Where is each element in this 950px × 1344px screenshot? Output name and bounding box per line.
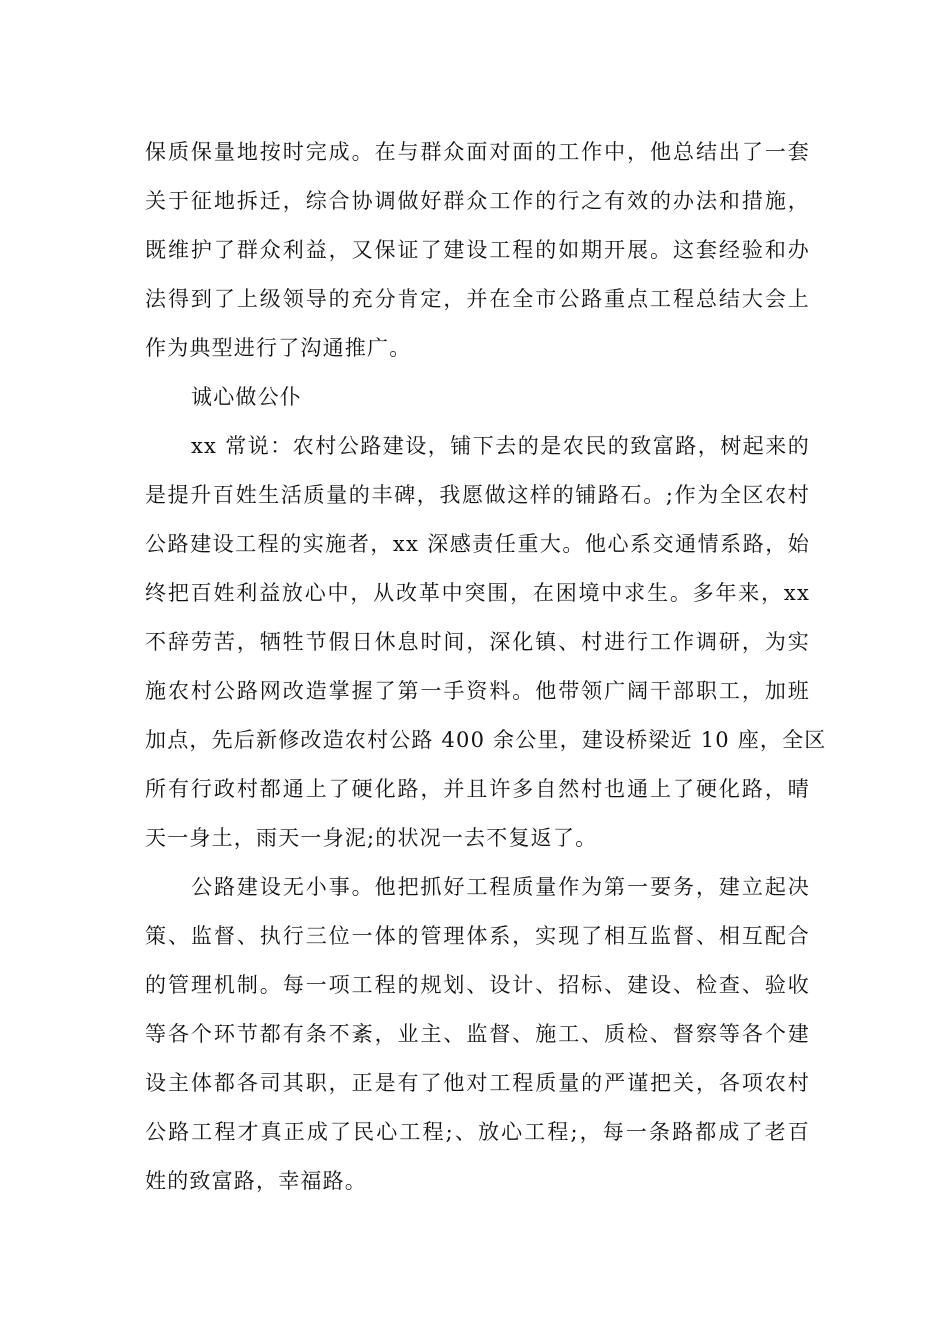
paragraph-1 (145, 128, 810, 373)
text-line: 施农村公路网改造掌握了第一手资料。他带领广阔干部职工，加班 (145, 679, 810, 703)
heading-text: 诚心做公仆 (191, 385, 302, 409)
text-line: 策、监督、执行三位一体的管理体系，实现了相互监督、相互配合 (145, 924, 810, 948)
text-line: 关于征地拆迁，综合协调做好群众工作的行之有效的办法和措施， (145, 189, 810, 213)
text-line: 是提升百姓生活质量的丰碑，我愿做这样的铺路石。;作为全区农村 (145, 483, 810, 507)
text-line: 保质保量地按时完成。在与群众面对面的工作中，他总结出了一套 (145, 140, 810, 164)
text-line: 终把百姓利益放心中，从改革中突围，在困境中求生。多年来，xx (145, 581, 810, 605)
text-line: 加点，先后新修改造农村公路 400 余公里，建设桥梁近 10 座，全区 (145, 728, 827, 752)
paragraph-3 (145, 422, 827, 863)
text-line: 所有行政村都通上了硬化路，并且许多自然村也通上了硬化路，晴 (145, 777, 810, 801)
paragraph-4 (145, 863, 810, 1206)
text-line: 姓的致富路，幸福路。 (145, 1169, 367, 1193)
text-line: 公路工程才真正成了民心工程;、放心工程;，每一条路都成了老百 (145, 1120, 810, 1144)
text-line: xx 常说：农村公路建设，铺下去的是农民的致富路，树起来的 (191, 434, 810, 458)
text-line: 天一身土，雨天一身泥;的状况一去不复返了。 (145, 826, 598, 850)
text-line: 法得到了上级领导的充分肯定，并在全市公路重点工程总结大会上 (145, 287, 810, 311)
text-line: 作为典型进行了沟通推广。 (145, 336, 412, 360)
section-heading (145, 373, 810, 422)
text-line: 公路建设工程的实施者，xx 深感责任重大。他心系交通情系路，始 (145, 532, 810, 556)
text-line: 既维护了群众利益，又保证了建设工程的如期开展。这套经验和办 (145, 238, 810, 262)
text-line: 等各个环节都有条不紊，业主、监督、施工、质检、督察等各个建 (145, 1022, 810, 1046)
text-line: 的管理机制。每一项工程的规划、设计、招标、建设、检查、验收 (145, 973, 810, 997)
text-line: 公路建设无小事。他把抓好工程质量作为第一要务，建立起决 (191, 875, 810, 899)
text-line: 不辞劳苦，牺牲节假日休息时间，深化镇、村进行工作调研，为实 (145, 630, 810, 654)
document-body (145, 128, 827, 1206)
text-line: 设主体都各司其职，正是有了他对工程质量的严谨把关，各项农村 (145, 1071, 810, 1095)
